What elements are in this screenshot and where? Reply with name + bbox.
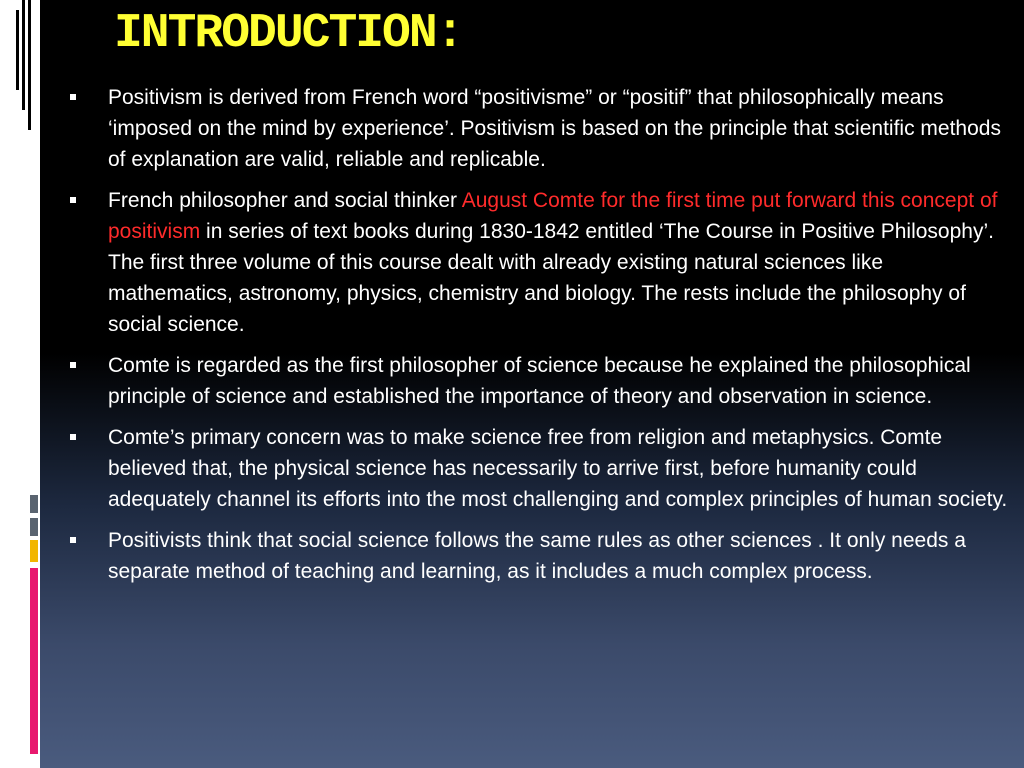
accent-yellow-block xyxy=(30,540,38,562)
bullet-item xyxy=(66,422,1010,515)
square-bullet-icon xyxy=(70,197,76,203)
bullet-item xyxy=(66,350,1010,412)
bullet-text: Positivism is derived from French word “positivisme” or “positif” that philosophically means ‘imposed on the mind by experience’. Positivism is based on the principle that scientific methods of explanation are valid, reliable and replicable. xyxy=(108,86,1001,171)
bullet-item xyxy=(66,82,1010,175)
bullet-text: Comte is regarded as the first philosopher of science because he explained the philosophical principle of science and established the importance of theory and observation in science. xyxy=(108,354,971,408)
highlighted-text: August Comte for the first time put forward this concept of positivism xyxy=(108,189,998,243)
square-bullet-icon xyxy=(70,537,76,543)
bullet-list xyxy=(66,82,1010,597)
bullet-text: French philosopher and social thinker xyxy=(108,189,462,212)
bullet-text: Positivists think that social science follows the same rules as other sciences . It only needs a separate method of teaching and learning, as it includes a much complex process. xyxy=(108,529,966,583)
decorative-left-strip xyxy=(0,0,40,768)
strip-line xyxy=(22,0,25,110)
bullet-item xyxy=(66,185,1010,340)
square-bullet-icon xyxy=(70,362,76,368)
square-bullet-icon xyxy=(70,94,76,100)
bullet-text: Comte’s primary concern was to make science free from religion and metaphysics. Comte believed that, the physical science has necessarily to arrive first, before humanity could adequately channel its efforts into the most challenging and complex principles of human society. xyxy=(108,426,1008,511)
accent-gray-block xyxy=(30,495,38,513)
bullet-item xyxy=(66,525,1010,587)
accent-pink-bar xyxy=(30,568,38,754)
strip-line xyxy=(28,0,31,130)
accent-gray-block xyxy=(30,518,38,536)
bullet-text: in series of text books during 1830-1842 entitled ‘The Course in Positive Philosophy’. The first three volume of this course dealt with already existing natural sciences like mathematics, astronomy, physics, chemistry and biology. The rests include the philosophy of social science. xyxy=(108,220,994,336)
strip-line xyxy=(16,10,19,90)
slide-title: INTRODUCTION: xyxy=(114,7,463,61)
square-bullet-icon xyxy=(70,434,76,440)
